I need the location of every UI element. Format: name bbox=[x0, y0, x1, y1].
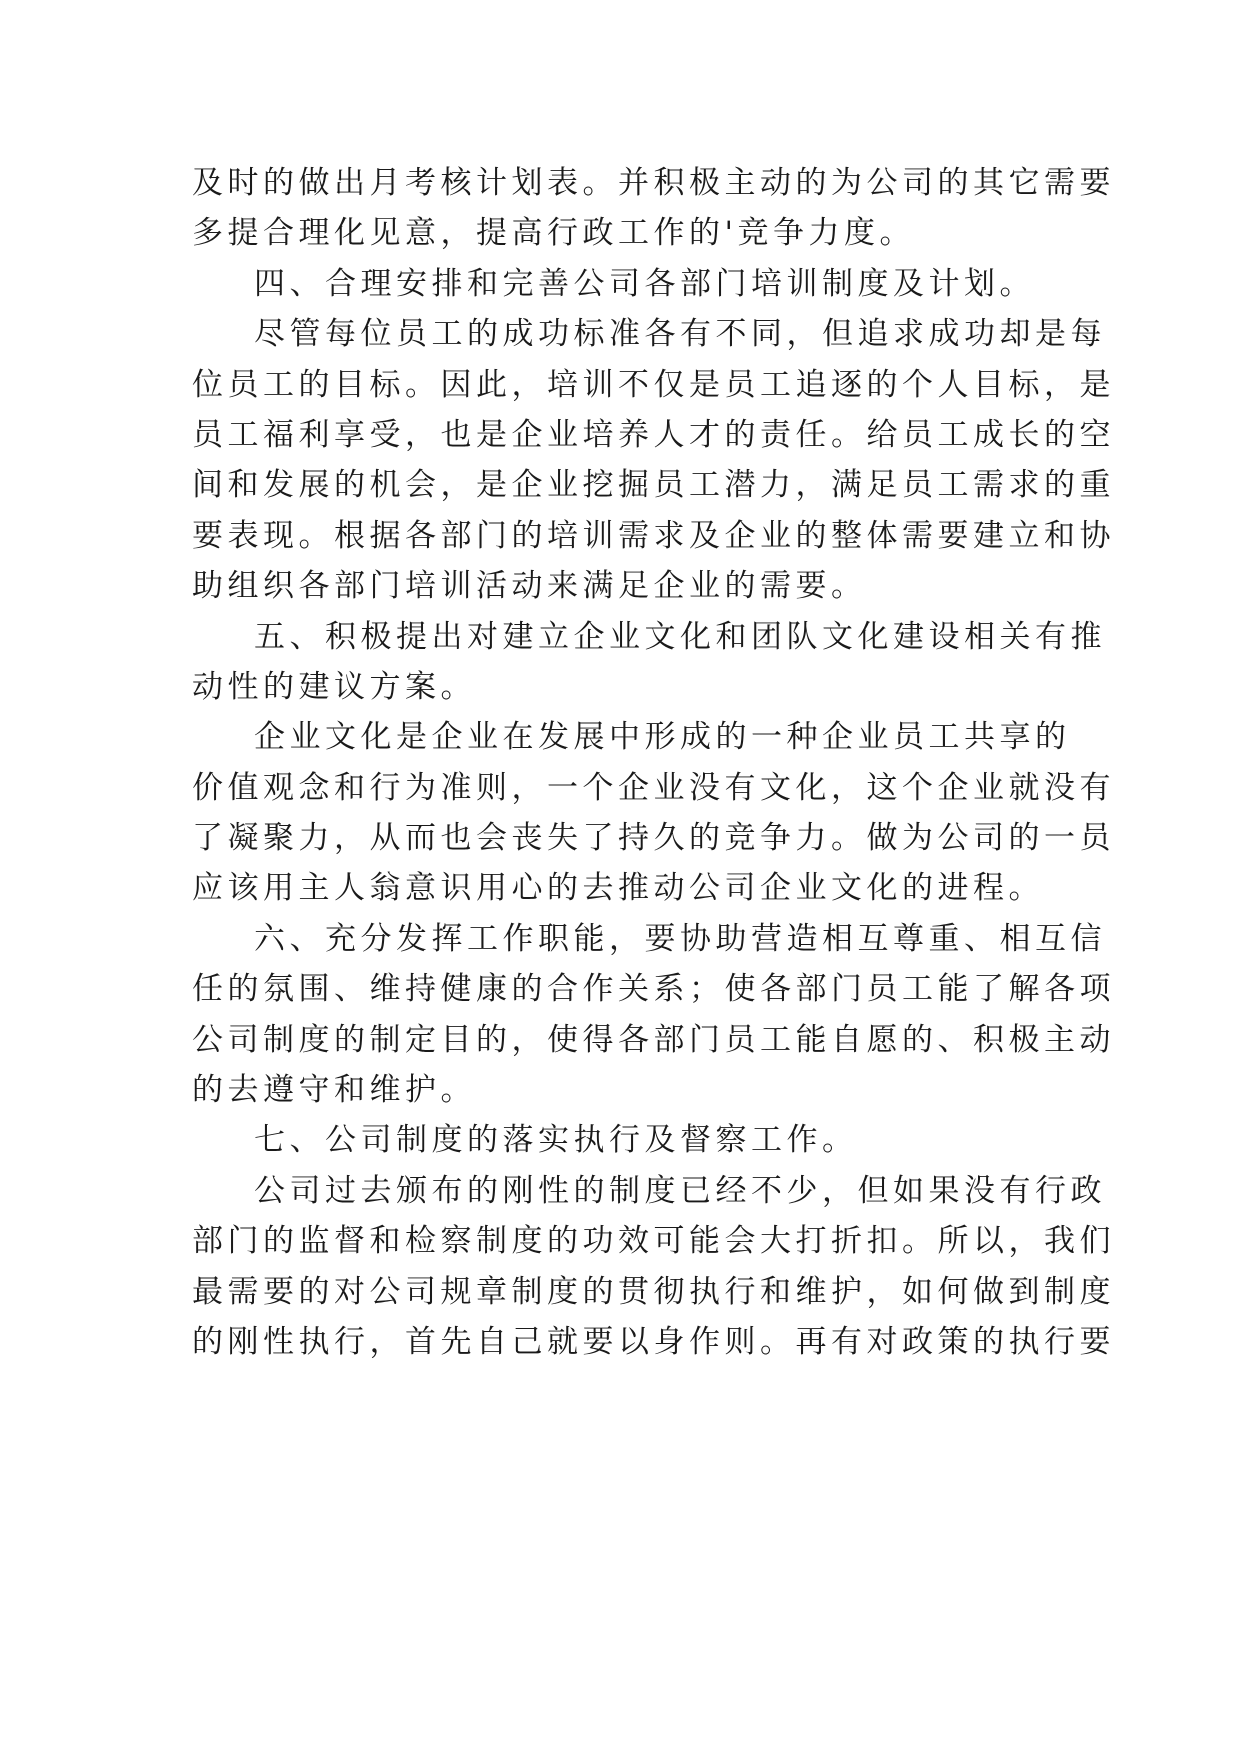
text-line: 五、积极提出对建立企业文化和团队文化建设相关有推 bbox=[254, 618, 1106, 655]
text-line: 最需要的对公司规章制度的贯彻执行和维护，如何做到制度 bbox=[192, 1273, 1115, 1310]
text-line: 六、充分发挥工作职能，要协助营造相互尊重、相互信 bbox=[254, 920, 1106, 957]
text-line: 了凝聚力，从而也会丧失了持久的竞争力。做为公司的一员 bbox=[192, 820, 1115, 857]
text-line: 多提合理化见意，提高行政工作的'竞争力度。 bbox=[192, 215, 916, 252]
text-line: 任的氛围、维持健康的合作关系；使各部门员工能了解各项 bbox=[192, 971, 1115, 1008]
text-line: 员工福利享受，也是企业培养人才的责任。给员工成长的空 bbox=[192, 416, 1115, 453]
text-line: 价值观念和行为准则，一个企业没有文化，这个企业就没有 bbox=[192, 769, 1115, 806]
text-line: 七、公司制度的落实执行及督察工作。 bbox=[254, 1122, 858, 1159]
body-text bbox=[192, 158, 1115, 1367]
text-line: 公司制度的制定目的，使得各部门员工能自愿的、积极主动 bbox=[192, 1021, 1115, 1058]
text-line: 及时的做出月考核计划表。并积极主动的为公司的其它需要 bbox=[192, 165, 1115, 201]
text-line: 要表现。根据各部门的培训需求及企业的整体需要建立和协 bbox=[192, 517, 1115, 554]
text-line: 动性的建议方案。 bbox=[192, 668, 476, 705]
text-line: 间和发展的机会，是企业挖掘员工潜力，满足员工需求的重 bbox=[192, 467, 1115, 504]
text-line: 位员工的目标。因此，培训不仅是员工追逐的个人目标，是 bbox=[192, 366, 1115, 403]
text-line: 公司过去颁布的刚性的制度已经不少，但如果没有行政 bbox=[254, 1172, 1106, 1209]
text-line: 应该用主人翁意识用心的去推动公司企业文化的进程。 bbox=[192, 870, 1044, 907]
text-line: 的刚性执行，首先自己就要以身作则。再有对政策的执行要 bbox=[192, 1323, 1115, 1360]
text-line: 尽管每位员工的成功标准各有不同，但追求成功却是每 bbox=[254, 316, 1106, 353]
text-line: 助组织各部门培训活动来满足企业的需要。 bbox=[192, 568, 867, 605]
text-line: 企业文化是企业在发展中形成的一种企业员工共享的 bbox=[254, 719, 1071, 756]
text-line: 四、合理安排和完善公司各部门培训制度及计划。 bbox=[254, 265, 1035, 302]
text-line: 部门的监督和检察制度的功效可能会大打折扣。所以，我们 bbox=[192, 1223, 1115, 1260]
text-line: 的去遵守和维护。 bbox=[192, 1072, 476, 1109]
